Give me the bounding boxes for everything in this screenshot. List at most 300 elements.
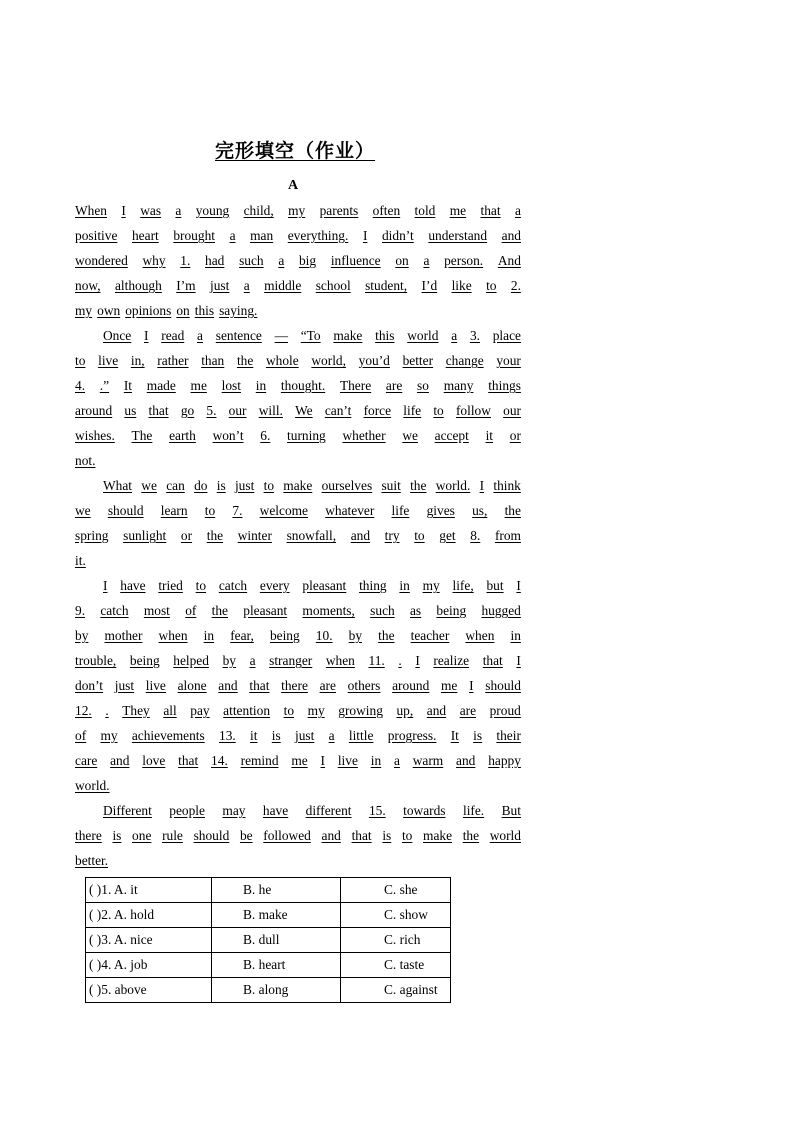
passage-word: follow	[455, 403, 491, 418]
passage-word: moments,	[302, 603, 355, 618]
option-b-cell: B. heart	[212, 953, 341, 978]
passage-word: the	[410, 478, 427, 493]
passage-word: up,	[396, 703, 414, 718]
passage-word: I	[516, 578, 521, 593]
passage-word: young	[195, 203, 230, 218]
passage-word: world	[407, 328, 439, 343]
passage-word: my	[288, 203, 306, 218]
passage-word: ourselves	[321, 478, 373, 493]
passage-word: when	[158, 628, 188, 643]
passage-word: 2.	[510, 278, 521, 293]
passage-word: They	[122, 703, 150, 718]
passage-word: the	[378, 628, 395, 643]
passage-word: We	[295, 403, 313, 418]
passage-word: welcome	[259, 503, 309, 518]
passage-line	[75, 673, 521, 698]
option-b-cell: B. make	[212, 903, 341, 928]
passage-word: Different	[103, 803, 152, 818]
passage-word: to	[401, 828, 413, 843]
passage-word: The	[131, 428, 153, 443]
passage-word: accept	[434, 428, 469, 443]
option-row	[86, 903, 451, 928]
passage-word: 5.	[206, 403, 217, 418]
option-b-cell: B. along	[212, 978, 341, 1003]
passage-word: me	[441, 678, 458, 693]
passage-word: a	[197, 328, 203, 343]
passage-line	[75, 723, 521, 748]
passage-word: wishes.	[75, 428, 115, 443]
passage-word: to	[486, 278, 497, 293]
passage-word: it.	[75, 553, 86, 568]
passage-word: in	[203, 628, 215, 643]
passage-word: When	[75, 203, 107, 218]
passage-word: the	[206, 528, 224, 543]
passage-line	[75, 348, 521, 373]
passage-word: wondered	[75, 253, 128, 268]
passage-word: had	[205, 253, 225, 268]
option-row	[86, 953, 451, 978]
passage-word: change	[445, 353, 484, 368]
passage-word: 7.	[232, 503, 243, 518]
passage-line	[75, 248, 521, 273]
passage-word: I	[469, 678, 474, 693]
passage-word: I	[516, 653, 521, 668]
passage-word: many	[443, 378, 474, 393]
passage-line	[75, 823, 521, 848]
passage-word: alone	[177, 678, 207, 693]
passage-word: 9.	[75, 603, 86, 618]
passage-word: little	[348, 728, 374, 743]
passage-word: .	[105, 703, 109, 718]
passage-word: a	[243, 278, 250, 293]
passage-line	[75, 623, 521, 648]
passage-word: a	[278, 253, 285, 268]
passage-word: person.	[444, 253, 484, 268]
passage-word: can	[166, 478, 185, 493]
passage-word: won’t	[212, 428, 244, 443]
options-table	[85, 877, 451, 1003]
passage-word: that	[480, 203, 501, 218]
passage-word: proud	[489, 703, 521, 718]
passage-word: now,	[75, 278, 101, 293]
passage-word: think	[493, 478, 521, 493]
passage-word: and	[321, 828, 341, 843]
passage-word: a	[423, 253, 430, 268]
passage-word: it	[485, 428, 494, 443]
passage-line	[75, 223, 521, 248]
passage-word: you’d	[358, 353, 390, 368]
passage-word: me	[449, 203, 467, 218]
passage-word: And	[497, 253, 521, 268]
passage-word: just	[234, 478, 255, 493]
passage-word: to	[283, 703, 295, 718]
passage-line	[75, 648, 521, 673]
passage-word: rather	[157, 353, 189, 368]
passage-word: this	[375, 328, 395, 343]
passage-word: is	[382, 828, 392, 843]
passage-word: pleasant	[302, 578, 347, 593]
passage-word: just	[114, 678, 135, 693]
passage-word: .”	[99, 378, 110, 393]
passage-word: rule	[162, 828, 183, 843]
passage-word: to	[195, 578, 207, 593]
passage-word: is	[216, 478, 226, 493]
passage-word: and	[110, 753, 130, 768]
passage-word: the	[504, 503, 521, 518]
passage-word: us,	[472, 503, 488, 518]
passage-word: are	[385, 378, 403, 393]
passage-word: was	[140, 203, 162, 218]
passage-word: thought.	[280, 378, 326, 393]
passage-word: a	[175, 203, 182, 218]
passage-line	[75, 698, 521, 723]
passage-word: understand	[428, 228, 488, 243]
page-title: 完形填空（作业）	[215, 140, 376, 162]
passage-word: big	[298, 253, 317, 268]
passage-word: suit	[381, 478, 401, 493]
passage-line	[75, 473, 521, 498]
passage-word: force	[363, 403, 392, 418]
option-c-cell: C. against	[341, 978, 451, 1003]
passage-word: me	[291, 753, 308, 768]
passage-word: middle	[264, 278, 302, 293]
passage-word: school	[315, 278, 351, 293]
passage-word: a	[514, 203, 521, 218]
passage-line	[75, 323, 521, 348]
passage-word: child,	[243, 203, 274, 218]
passage-word: are	[459, 703, 477, 718]
passage-word: love	[142, 753, 166, 768]
passage-word: my	[100, 728, 118, 743]
passage-word: different	[305, 803, 352, 818]
passage-word: my	[75, 303, 93, 318]
passage-line	[75, 798, 521, 823]
cloze-passage	[75, 198, 521, 873]
passage-word: from	[494, 528, 521, 543]
passage-word: make	[333, 328, 363, 343]
passage-word: as	[409, 603, 422, 618]
passage-word: a	[451, 328, 458, 343]
passage-word: just	[209, 278, 230, 293]
passage-word: teacher	[410, 628, 450, 643]
passage-line	[75, 273, 521, 298]
passage-word: But	[501, 803, 521, 818]
passage-word: positive	[75, 228, 118, 243]
passage-word: by	[75, 628, 89, 643]
passage-word: hugged	[481, 603, 521, 618]
option-a-cell: ( )3. A. nice	[86, 928, 212, 953]
passage-word: I	[144, 328, 149, 343]
passage-word: didn’t	[381, 228, 414, 243]
passage-word: we	[141, 478, 157, 493]
passage-word: the	[462, 828, 480, 843]
passage-word: to	[75, 353, 86, 368]
passage-word: my	[422, 578, 440, 593]
passage-word: in	[399, 578, 410, 593]
passage-word: sentence	[215, 328, 262, 343]
passage-word: your	[496, 353, 521, 368]
passage-word: go	[180, 403, 195, 418]
passage-line	[75, 498, 521, 523]
passage-word: towards	[403, 803, 446, 818]
passage-word: I	[362, 228, 368, 243]
passage-word: better.	[75, 853, 109, 868]
passage-word: life	[403, 403, 422, 418]
passage-word: often	[372, 203, 401, 218]
passage-word: opinions	[125, 303, 172, 318]
passage-word: others	[347, 678, 381, 693]
passage-word: catch	[100, 603, 129, 618]
passage-word: gives	[426, 503, 455, 518]
passage-word: 15.	[368, 803, 386, 818]
passage-word: should	[107, 503, 144, 518]
passage-word: may	[222, 803, 246, 818]
passage-word: everything.	[287, 228, 349, 243]
passage-word: mother	[104, 628, 143, 643]
passage-line	[75, 298, 521, 323]
passage-word: that	[178, 753, 199, 768]
passage-word: own	[97, 303, 121, 318]
passage-word: 14.	[211, 753, 228, 768]
passage-word: in	[370, 753, 382, 768]
passage-word: that	[148, 403, 169, 418]
option-row	[86, 928, 451, 953]
passage-word: 13.	[219, 728, 236, 743]
passage-word: life	[391, 503, 410, 518]
passage-word: progress.	[387, 728, 437, 743]
passage-word: remind	[240, 753, 279, 768]
passage-word: trouble,	[75, 653, 117, 668]
passage-word: I’d	[421, 278, 438, 293]
passage-line	[75, 523, 521, 548]
passage-word: when	[325, 653, 355, 668]
passage-word: a	[393, 753, 400, 768]
passage-word: stranger	[269, 653, 313, 668]
passage-line	[75, 448, 521, 473]
passage-word: make	[423, 828, 453, 843]
option-c-cell: C. show	[341, 903, 451, 928]
passage-word: thing	[359, 578, 387, 593]
passage-word: 4.	[75, 378, 86, 393]
passage-word: most	[143, 603, 170, 618]
passage-word: read	[161, 328, 185, 343]
passage-word: and	[218, 678, 238, 693]
passage-word: a	[328, 728, 335, 743]
passage-word: I	[121, 203, 126, 218]
passage-word: world.	[75, 778, 110, 793]
passage-line	[75, 548, 521, 573]
passage-word: It	[123, 378, 133, 393]
passage-word: brought	[173, 228, 215, 243]
passage-line	[75, 423, 521, 448]
passage-word: I’m	[176, 278, 196, 293]
passage-word: the	[236, 353, 254, 368]
passage-word: there	[281, 678, 308, 693]
passage-word: our	[503, 403, 521, 418]
passage-word: man	[250, 228, 274, 243]
passage-word: make	[283, 478, 313, 493]
passage-word: There	[339, 378, 372, 393]
passage-word: winter	[237, 528, 272, 543]
passage-line	[75, 373, 521, 398]
passage-word: 12.	[75, 703, 92, 718]
passage-word: helped	[173, 653, 209, 668]
passage-word: to	[433, 403, 444, 418]
passage-word: than	[201, 353, 225, 368]
passage-word: that	[482, 653, 503, 668]
passage-word: don’t	[75, 678, 104, 693]
passage-word: around	[392, 678, 430, 693]
passage-word: try	[384, 528, 400, 543]
passage-word: one	[132, 828, 152, 843]
passage-word: whole	[265, 353, 299, 368]
passage-word: world.	[435, 478, 471, 493]
passage-word: there	[75, 828, 102, 843]
passage-word: warm	[412, 753, 444, 768]
passage-word: this	[194, 303, 215, 318]
passage-word: live	[98, 353, 119, 368]
passage-line	[75, 198, 521, 223]
passage-word: place	[492, 328, 521, 343]
passage-word: spring	[75, 528, 109, 543]
option-c-cell: C. taste	[341, 953, 451, 978]
passage-word: to	[204, 503, 216, 518]
section-label: A	[288, 178, 299, 193]
passage-word: or	[509, 428, 521, 443]
passage-word: my	[307, 703, 325, 718]
passage-word: care	[75, 753, 98, 768]
passage-word: whatever	[325, 503, 375, 518]
passage-word: by	[348, 628, 363, 643]
passage-word: not.	[75, 453, 96, 468]
passage-word: 11.	[368, 653, 385, 668]
passage-word: 10.	[315, 628, 333, 643]
passage-word: —	[274, 328, 288, 343]
passage-word: 3.	[469, 328, 480, 343]
passage-word: can’t	[324, 403, 352, 418]
passage-word: It	[450, 728, 459, 743]
passage-word: people	[169, 803, 205, 818]
passage-word: are	[319, 678, 336, 693]
passage-word: me	[190, 378, 207, 393]
passage-word: lost	[221, 378, 241, 393]
passage-word: “To	[300, 328, 321, 343]
passage-word: growing	[338, 703, 383, 718]
passage-word: heart	[131, 228, 159, 243]
passage-word: so	[417, 378, 429, 393]
passage-word: pay	[190, 703, 210, 718]
passage-word: and	[426, 703, 447, 718]
passage-word: by	[222, 653, 236, 668]
passage-word: followed	[263, 828, 311, 843]
passage-word: I	[320, 753, 325, 768]
passage-line	[75, 748, 521, 773]
option-row	[86, 878, 451, 903]
passage-word: life,	[452, 578, 474, 593]
passage-word: get	[439, 528, 456, 543]
passage-word: a	[249, 653, 256, 668]
passage-word: to	[414, 528, 425, 543]
passage-word: we	[402, 428, 418, 443]
passage-word: should	[485, 678, 521, 693]
passage-word: a	[229, 228, 236, 243]
passage-word: like	[451, 278, 472, 293]
passage-word: and	[350, 528, 371, 543]
passage-word: is	[112, 828, 122, 843]
passage-line	[75, 598, 521, 623]
passage-word: saying.	[219, 303, 258, 318]
passage-word: in	[255, 378, 267, 393]
passage-word: student,	[365, 278, 408, 293]
passage-word: I	[103, 578, 108, 593]
passage-word: every	[259, 578, 290, 593]
passage-word: be	[239, 828, 253, 843]
passage-word: made	[146, 378, 176, 393]
passage-word: being	[129, 653, 160, 668]
passage-word: fear,	[230, 628, 254, 643]
passage-word: catch	[218, 578, 248, 593]
passage-line	[75, 398, 521, 423]
passage-word: the	[211, 603, 228, 618]
passage-word: turning	[287, 428, 326, 443]
passage-word: 6.	[260, 428, 271, 443]
passage-word: is	[473, 728, 483, 743]
passage-word: have	[262, 803, 289, 818]
passage-word: on	[395, 253, 409, 268]
passage-word: tried	[158, 578, 183, 593]
passage-word: live	[145, 678, 166, 693]
option-a-cell: ( )4. A. job	[86, 953, 212, 978]
passage-word: have	[120, 578, 146, 593]
option-row	[86, 978, 451, 1003]
passage-word: sunlight	[123, 528, 167, 543]
passage-word: of	[75, 728, 87, 743]
passage-word: or	[180, 528, 193, 543]
passage-word: life.	[462, 803, 485, 818]
passage-word: earth	[169, 428, 196, 443]
passage-word: better	[402, 353, 434, 368]
passage-word: when	[465, 628, 495, 643]
passage-word: we	[75, 503, 91, 518]
passage-word: that	[351, 828, 372, 843]
passage-word: parents	[319, 203, 359, 218]
passage-word: attention	[223, 703, 271, 718]
passage-word: live	[337, 753, 358, 768]
passage-word: 1.	[180, 253, 191, 268]
passage-word: is	[271, 728, 281, 743]
passage-word: of	[185, 603, 197, 618]
option-a-cell: ( )5. above	[86, 978, 212, 1003]
passage-word: such	[239, 253, 264, 268]
passage-word: why	[142, 253, 166, 268]
passage-word: learn	[160, 503, 188, 518]
passage-word: I	[415, 653, 420, 668]
passage-word: their	[496, 728, 521, 743]
option-c-cell: C. she	[341, 878, 451, 903]
passage-word: being	[436, 603, 467, 618]
passage-word: and	[501, 228, 521, 243]
passage-word: in	[510, 628, 521, 643]
passage-word: things	[488, 378, 521, 393]
passage-word: being	[269, 628, 300, 643]
passage-word: I	[479, 478, 485, 493]
passage-word: 8.	[470, 528, 481, 543]
passage-word: and	[456, 753, 476, 768]
passage-word: whether	[342, 428, 386, 443]
passage-line	[75, 773, 521, 798]
passage-word: all	[163, 703, 177, 718]
passage-word: will.	[258, 403, 283, 418]
